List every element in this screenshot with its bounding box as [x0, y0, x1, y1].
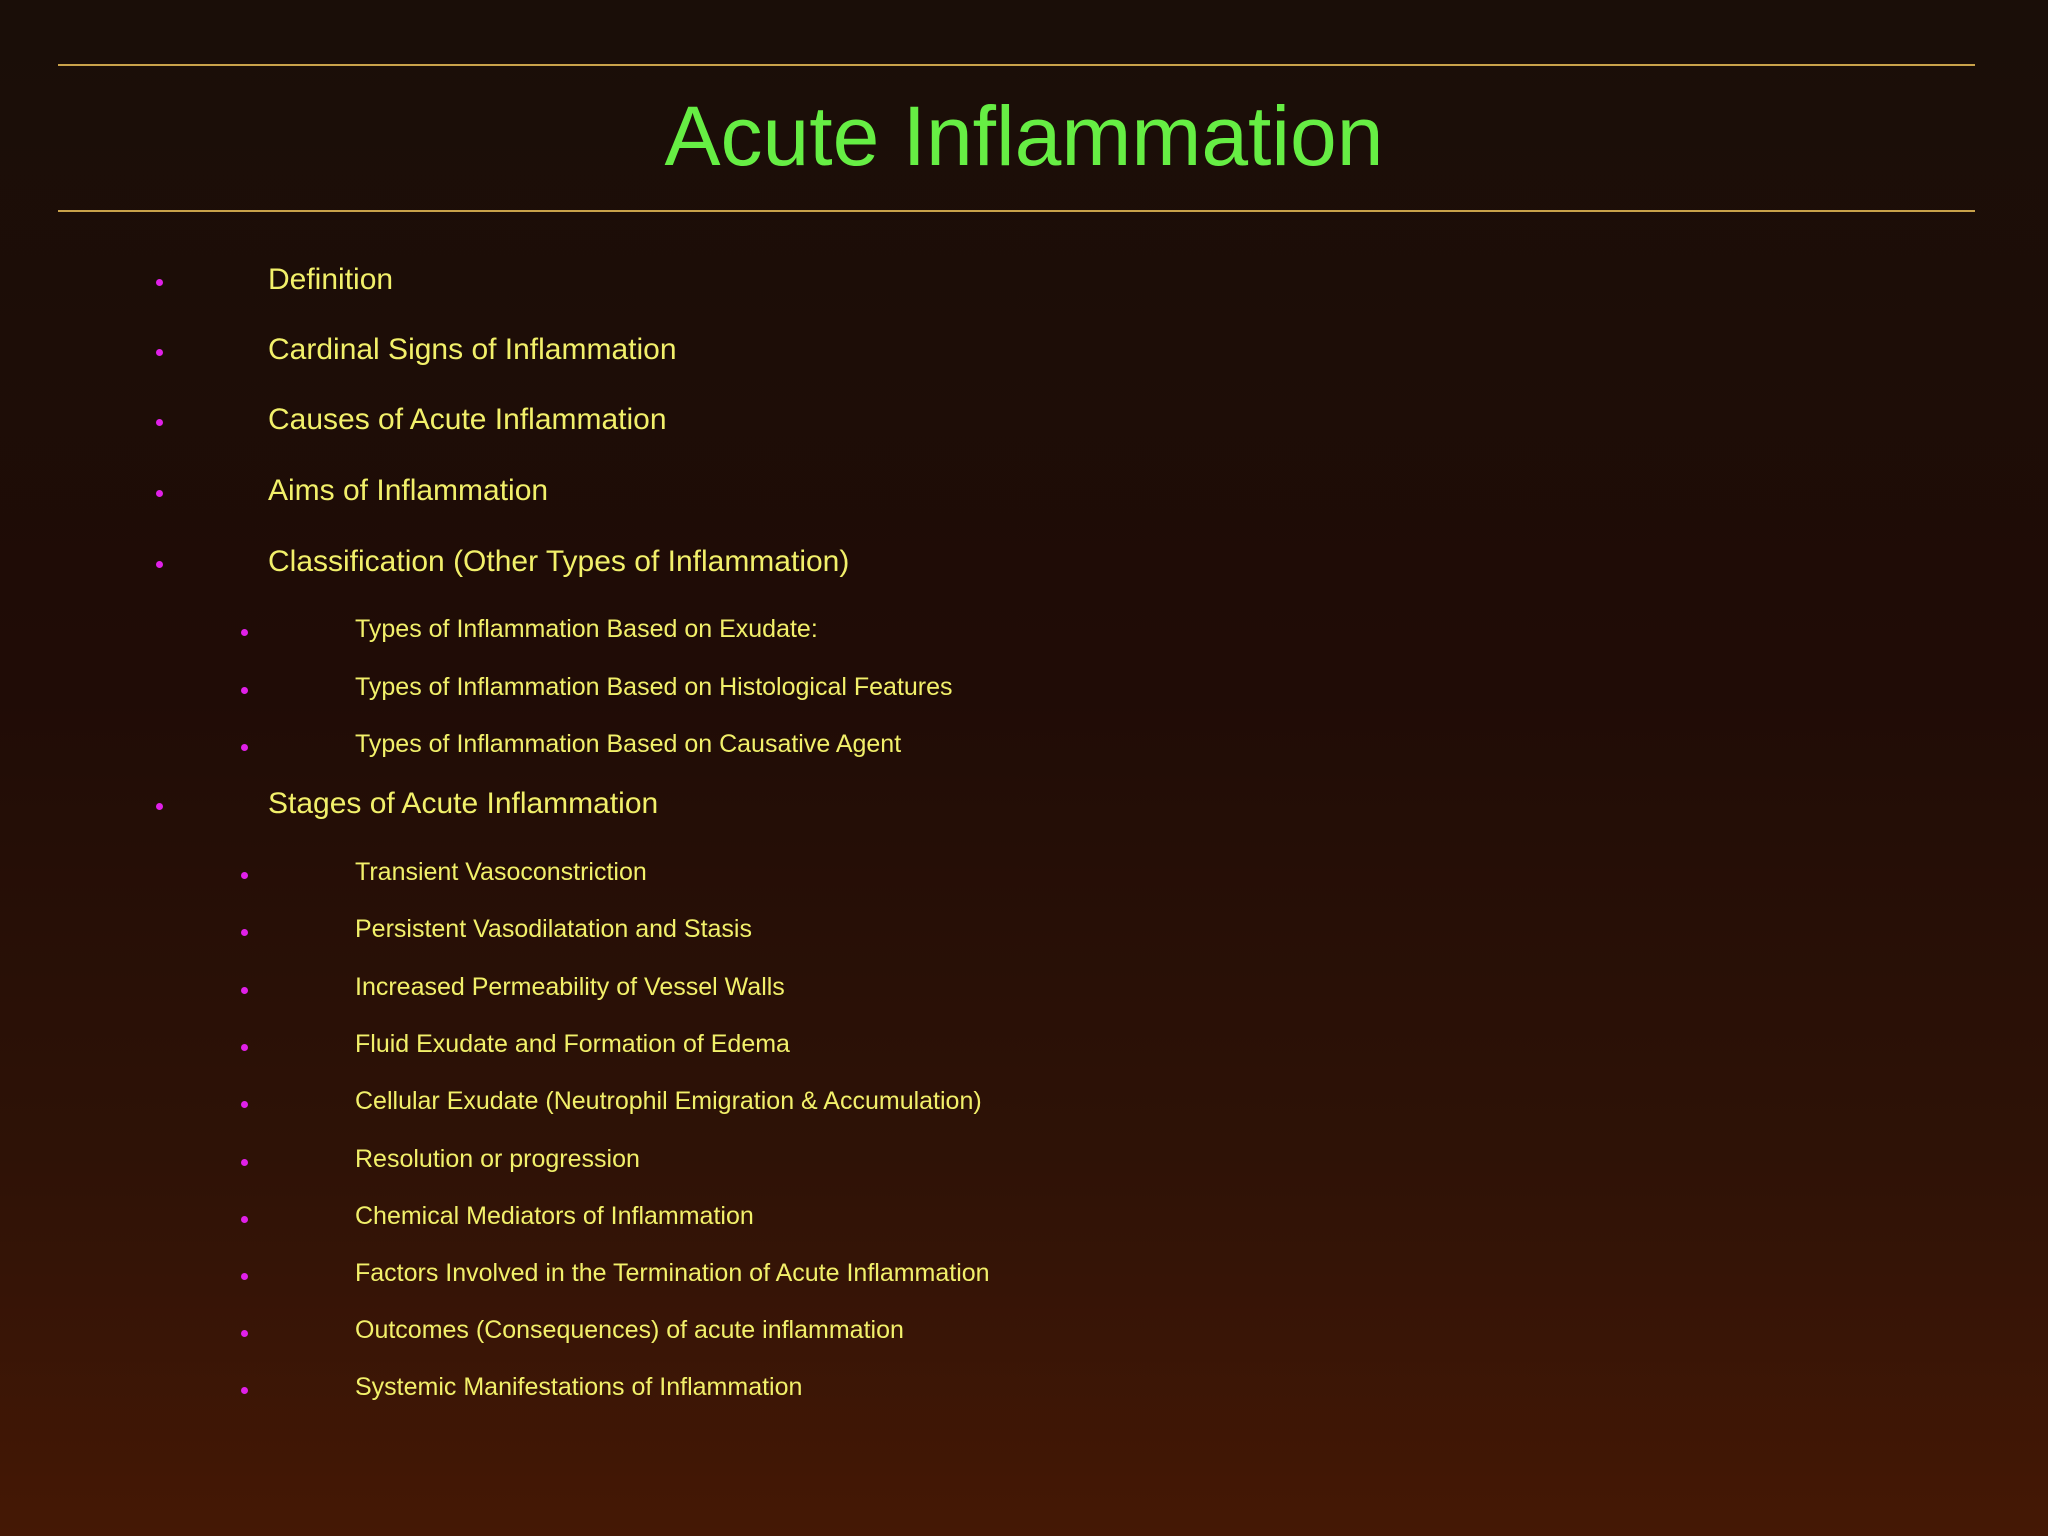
outline-subitem-label: Cellular Exudate (Neutrophil Emigration & Accumulation) — [355, 1087, 982, 1115]
bullet-icon — [241, 987, 248, 994]
bullet-icon — [241, 1101, 248, 1108]
outline-subitem-label: Fluid Exudate and Formation of Edema — [355, 1030, 790, 1058]
bullet-icon — [241, 1216, 248, 1223]
bullet-icon — [241, 1159, 248, 1166]
outline-item — [268, 262, 393, 298]
outline-subitem — [355, 1201, 754, 1231]
outline-subitem — [355, 1372, 802, 1402]
outline-item-label: Cardinal Signs of Inflammation — [268, 333, 677, 366]
bullet-icon — [241, 744, 248, 751]
outline-subitem — [355, 672, 953, 702]
bullet-icon — [241, 687, 248, 694]
outline-item-label: Causes of Acute Inflammation — [268, 403, 667, 436]
slide-title: Acute Inflammation — [664, 89, 1384, 183]
outline-item — [268, 473, 548, 509]
bullet-icon — [241, 629, 248, 636]
outline-subitem — [355, 1315, 904, 1345]
outline-subitem — [355, 1029, 790, 1059]
title-bottom-rule — [58, 210, 1975, 212]
bullet-icon — [156, 419, 163, 426]
outline-subitem — [355, 1258, 990, 1288]
bullet-icon — [156, 490, 163, 497]
bullet-icon — [241, 1044, 248, 1051]
bullet-icon — [241, 872, 248, 879]
outline-item — [268, 332, 677, 368]
outline-subitem-label: Types of Inflammation Based on Exudate: — [355, 615, 818, 643]
outline-item-label: Aims of Inflammation — [268, 474, 549, 507]
bullet-icon — [241, 1273, 248, 1280]
outline-item-label: Stages of Acute Inflammation — [268, 787, 659, 820]
outline-subitem — [355, 1086, 982, 1116]
bullet-icon — [241, 929, 248, 936]
outline-subitem-label: Transient Vasoconstriction — [355, 858, 647, 886]
title-top-rule — [58, 64, 1975, 66]
bullet-icon — [156, 561, 163, 568]
outline-item-label: Definition — [268, 263, 394, 296]
outline-subitem-label: Chemical Mediators of Inflammation — [355, 1202, 754, 1230]
outline-item-label: Classification (Other Types of Inflammation) — [268, 545, 850, 578]
outline-subitem-label: Factors Involved in the Termination of Acute Inflammation — [355, 1259, 990, 1287]
outline-subitem-label: Types of Inflammation Based on Causative Agent — [355, 730, 902, 758]
outline-subitem-label: Resolution or progression — [355, 1145, 640, 1173]
bullet-icon — [156, 279, 163, 286]
outline-item — [268, 402, 667, 438]
outline-subitem — [355, 972, 785, 1002]
bullet-icon — [241, 1387, 248, 1394]
outline-subitem — [355, 614, 818, 644]
outline-subitem-label: Systemic Manifestations of Inflammation — [355, 1373, 803, 1401]
outline-subitem — [355, 857, 647, 887]
outline-subitem — [355, 914, 752, 944]
bullet-icon — [156, 803, 163, 810]
bullet-icon — [241, 1330, 248, 1337]
outline-subitem-label: Types of Inflammation Based on Histological Features — [355, 673, 953, 701]
outline-subitem-label: Persistent Vasodilatation and Stasis — [355, 915, 752, 943]
outline-subitem-label: Outcomes (Consequences) of acute inflammation — [355, 1316, 904, 1344]
outline-subitem — [355, 1144, 640, 1174]
outline-subitem — [355, 729, 901, 759]
bullet-icon — [156, 349, 163, 356]
outline-subitem-label: Increased Permeability of Vessel Walls — [355, 973, 785, 1001]
outline-item — [268, 786, 658, 822]
outline-item — [268, 544, 849, 580]
